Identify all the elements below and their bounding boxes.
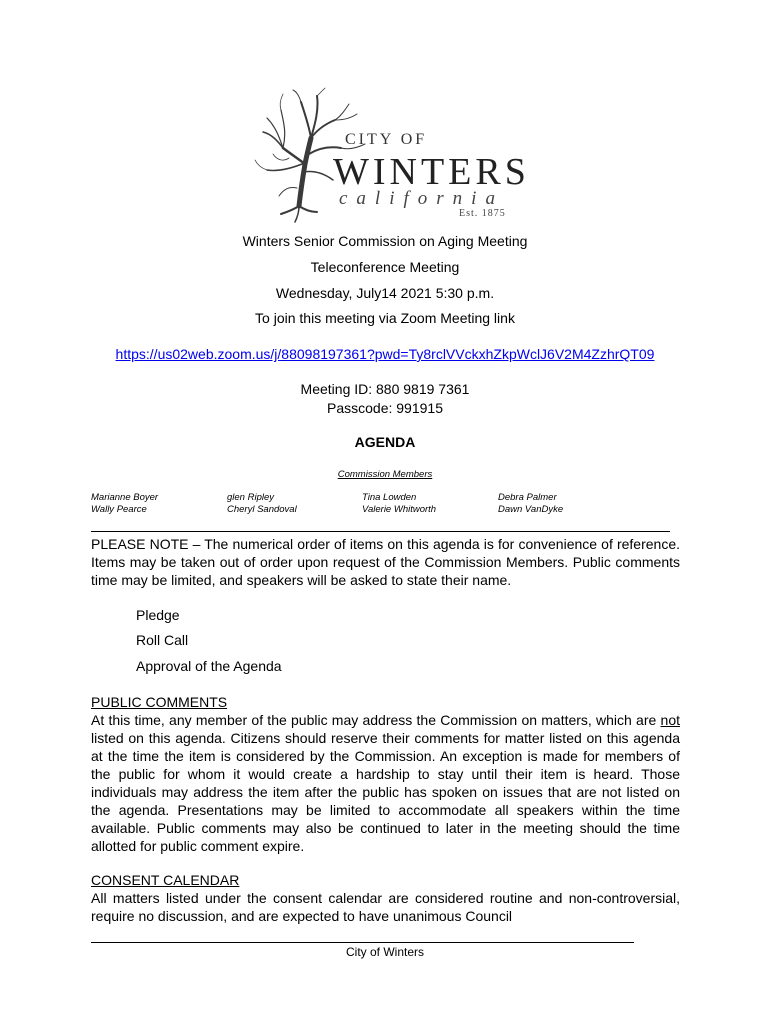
public-comments-paragraph (91, 711, 680, 855)
member-name: Dawn VanDyke (498, 504, 564, 515)
logo-city-of: CITY OF (345, 131, 428, 148)
please-note-paragraph: PLEASE NOTE – The numerical order of items on this agenda is for convenience of reference. Items may be taken out of order upon request of the Commission Members. Public comments time may be limited, and speakers will be asked to state their name. (91, 536, 680, 588)
member-name: Marianne Boyer (91, 492, 159, 503)
meeting-date: Wednesday, July14 2021 5:30 p.m. (275, 285, 495, 301)
footer-text: City of Winters (345, 945, 424, 959)
member-name: Debra Palmer (498, 492, 557, 503)
commission-members-title: Commission Members (337, 469, 433, 480)
agenda-item-pledge: Pledge (136, 607, 180, 623)
public-comments-text: At this time, any member of the public may address the Commission on matters, which are (91, 712, 661, 728)
section-divider (91, 531, 670, 532)
meeting-id: Meeting ID: 880 9819 7361 (300, 381, 470, 397)
meeting-type: Teleconference Meeting (310, 259, 460, 275)
members-column-3 (362, 492, 436, 516)
member-name: Cheryl Sandoval (227, 504, 297, 515)
city-of-winters-logo (253, 88, 533, 223)
logo-california: california (339, 188, 504, 209)
agenda-heading: AGENDA (354, 434, 416, 450)
logo-established: Est. 1875 (459, 208, 506, 219)
tree-icon (253, 88, 533, 223)
consent-calendar-heading: CONSENT CALENDAR (91, 872, 240, 888)
member-name: glen Ripley (227, 492, 274, 503)
member-name: Wally Pearce (91, 504, 147, 515)
member-name: Valerie Whitworth (362, 504, 437, 515)
public-comments-emphasis: not (660, 712, 680, 728)
agenda-item-approval: Approval of the Agenda (136, 658, 282, 674)
logo-winters: WINTERS (333, 151, 530, 193)
members-column-1 (91, 492, 158, 516)
meeting-title: Winters Senior Commission on Aging Meeting (242, 233, 528, 249)
public-comments-heading: PUBLIC COMMENTS (91, 694, 228, 710)
join-instructions: To join this meeting via Zoom Meeting link (255, 310, 515, 326)
agenda-item-roll-call: Roll Call (136, 632, 189, 648)
members-column-4 (498, 492, 563, 516)
meeting-passcode: Passcode: 991915 (327, 400, 443, 416)
consent-calendar-paragraph: All matters listed under the consent calendar are considered routine and non-controversial, require no discussion, and are expected to have unanimous Council (91, 890, 680, 924)
public-comments-text-continued: listed on this agenda. Citizens should reserve their comments for matter listed on this agenda at the time the item is considered by the Commission. An exception is made for members of the public for whom it would create a hardship to stay until their item is heard. Those individuals may address the item after the public has spoken on issues that are not listed on the agenda. Presentations may be limited to accommodate all speakers within the time available. Public comments may also be continued to later in the meeting should the time allotted for public comment expire. (91, 730, 680, 854)
members-column-2 (227, 492, 297, 516)
zoom-meeting-link[interactable]: https://us02web.zoom.us/j/88098197361?pwd=Ty8rclVVckxhZkpWclJ6V2M4ZzhrQT09 (115, 346, 655, 362)
member-name: Tina Lowden (362, 492, 417, 503)
footer-divider (91, 942, 634, 943)
